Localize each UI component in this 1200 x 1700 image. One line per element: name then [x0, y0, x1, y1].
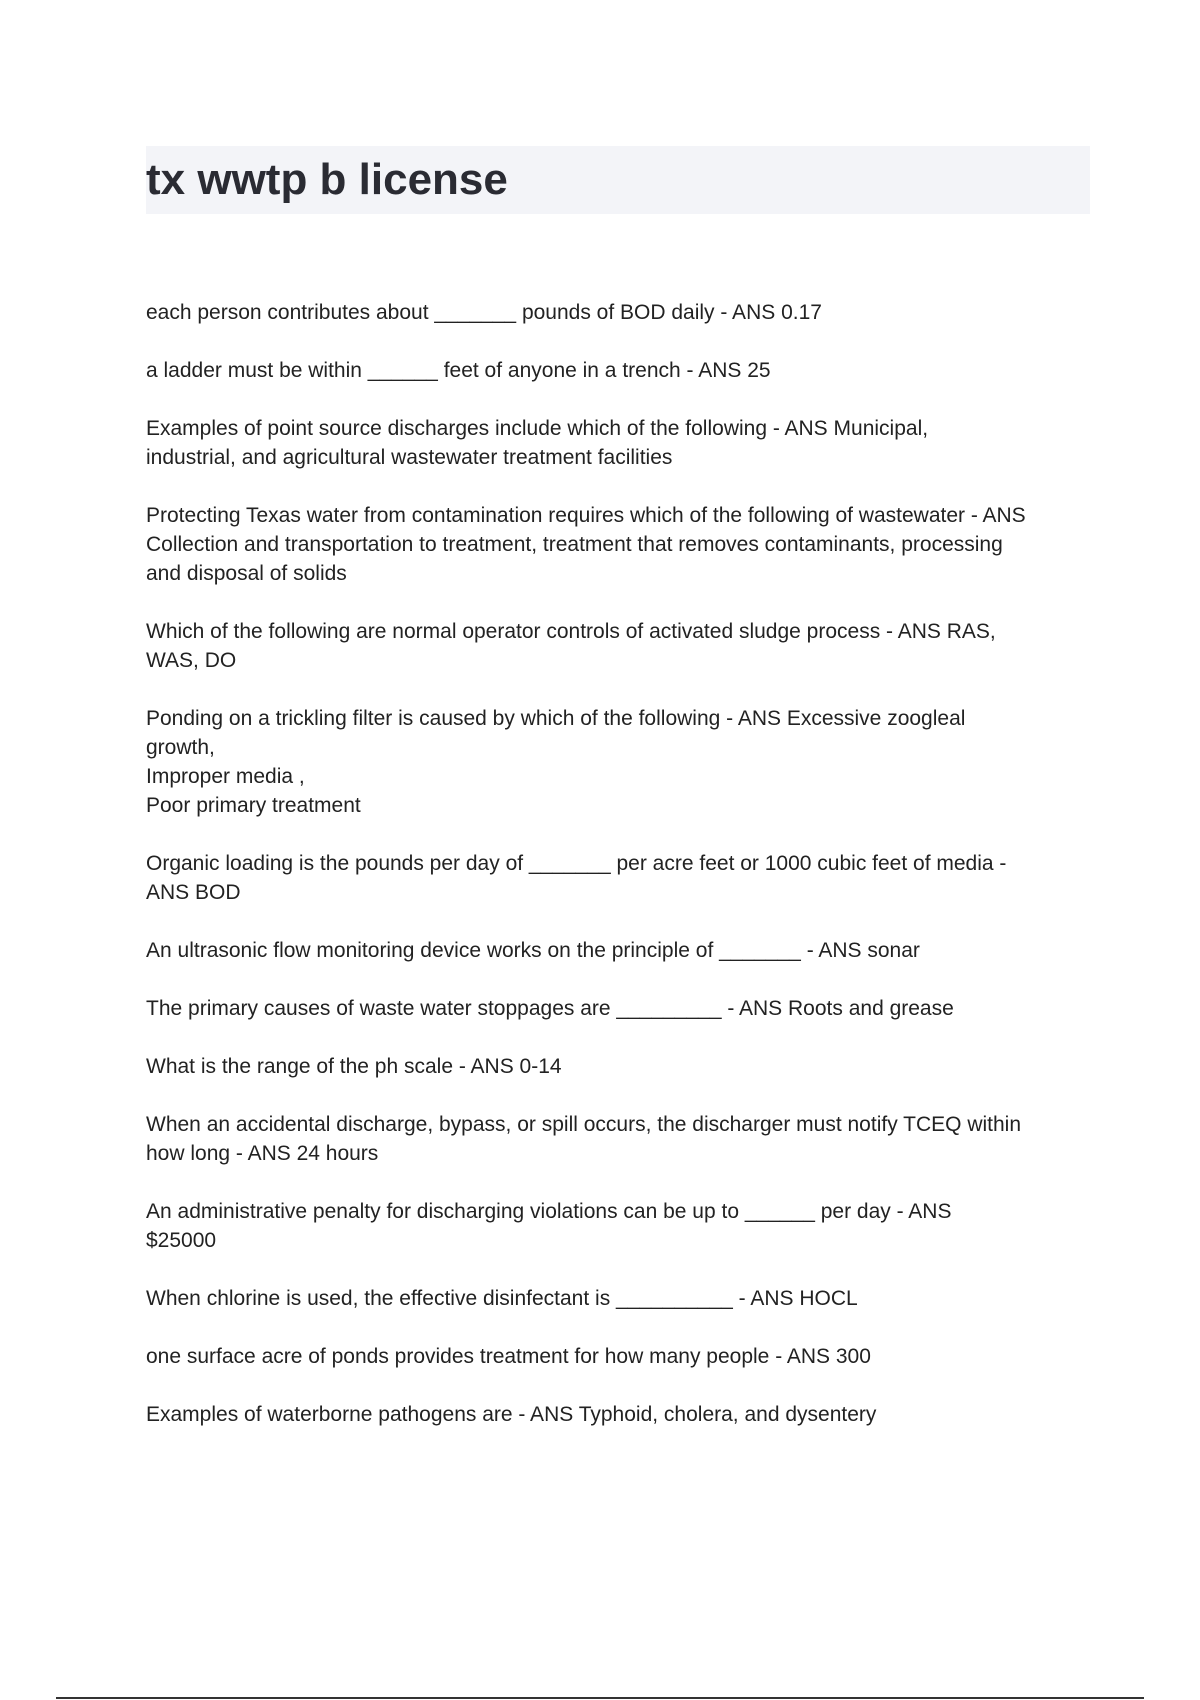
qa-item: each person contributes about _______ pounds of BOD daily - ANS 0.17	[146, 301, 822, 324]
qa-item: Ponding on a trickling filter is caused by which of the following - ANS Excessive zoogleal growth, Improper media , Poor primary treatment	[146, 707, 966, 817]
qa-item: When chlorine is used, the effective disinfectant is __________ - ANS HOCL	[146, 1287, 858, 1310]
qa-item: Which of the following are normal operator controls of activated sludge process - ANS RAS, WAS, DO	[146, 620, 996, 672]
footer-divider	[56, 1697, 1144, 1699]
qa-item: The primary causes of waste water stoppages are _________ - ANS Roots and grease	[146, 997, 954, 1020]
qa-item: one surface acre of ponds provides treatment for how many people - ANS 300	[146, 1345, 871, 1368]
qa-item: Examples of waterborne pathogens are - ANS Typhoid, cholera, and dysentery	[146, 1403, 877, 1426]
qa-item: An administrative penalty for discharging violations can be up to ______ per day - ANS $25000	[146, 1200, 952, 1252]
qa-item: What is the range of the ph scale - ANS 0-14	[146, 1055, 562, 1078]
qa-list	[146, 298, 1090, 1458]
qa-item: Examples of point source discharges include which of the following - ANS Municipal, industrial, and agricultural wastewater treatment facilities	[146, 417, 929, 469]
qa-item: Protecting Texas water from contamination requires which of the following of wastewater - ANS Collection and transportation to treatment, treatment that removes contaminants, processing and disposal of solids	[146, 504, 1026, 585]
qa-item: When an accidental discharge, bypass, or spill occurs, the discharger must notify TCEQ within how long - ANS 24 hours	[146, 1113, 1022, 1165]
qa-item: a ladder must be within ______ feet of anyone in a trench - ANS 25	[146, 359, 771, 382]
page-title: tx wwtp b license	[146, 155, 508, 204]
title-bar	[146, 146, 1090, 214]
qa-item: Organic loading is the pounds per day of _______ per acre feet or 1000 cubic feet of media - ANS BOD	[146, 852, 1007, 904]
qa-item: An ultrasonic flow monitoring device works on the principle of _______ - ANS sonar	[146, 939, 920, 962]
